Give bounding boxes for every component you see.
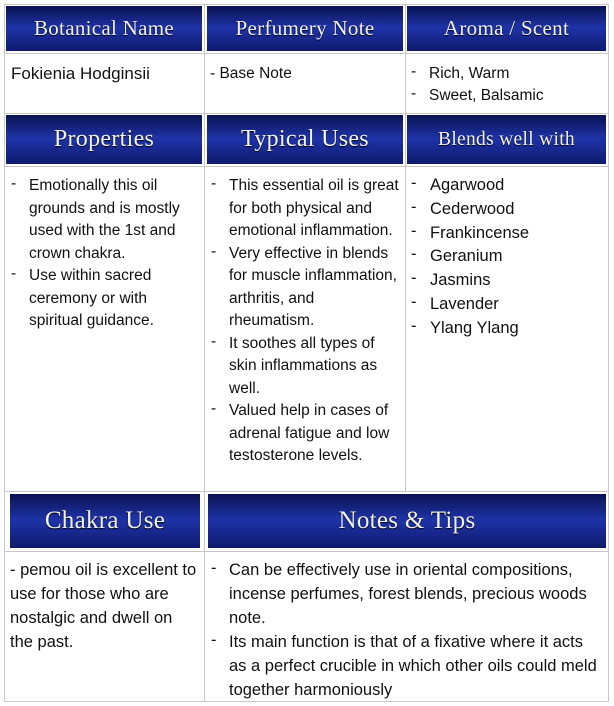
properties-cell [10,175,198,333]
blends-cell [410,174,605,341]
row-divider-4 [4,491,609,492]
column-divider-1 [204,4,205,702]
list-item: - Agarwood [410,174,605,198]
list-item: - It soothes all types of skin inflammations as well. [210,333,400,401]
botanical-name-value: Fokienia Hodginsii [11,64,150,83]
list-item: - Rich, Warm [410,63,605,85]
column-divider-2 [405,4,406,491]
list-item: - Emotionally this oil grounds and is mostly used with the 1st and crown chakra. [10,175,198,265]
row-divider-1 [4,53,609,54]
list-item: - Can be effectively use in oriental compositions, incense perfumes, forest blends, precious woods note. [210,558,604,630]
header-typical-uses: Typical Uses [207,115,403,164]
list-item: - Use within sacred ceremony or with spiritual guidance. [10,265,198,333]
list-item: - Valued help in cases of adrenal fatigue and low testosterone levels. [210,400,400,468]
header-perfumery-note: Perfumery Note [207,6,403,51]
header-blends-well-with: Blends well with [407,115,606,164]
row-divider-5 [4,551,609,552]
row-divider-3 [4,166,609,167]
list-item: - Ylang Ylang [410,317,605,341]
typical-uses-cell [210,175,400,468]
header-properties: Properties [6,115,202,164]
list-item: - Lavender [410,293,605,317]
list-item: - Frankincense [410,222,605,246]
list-item: - Jasmins [410,269,605,293]
header-aroma-scent: Aroma / Scent [407,6,606,51]
header-notes-tips: Notes & Tips [208,494,606,548]
table-border-right [608,4,609,702]
chakra-use-value: - pemou oil is excellent to use for those who are nostalgic and dwell on the past. [10,561,197,651]
list-item: - This essential oil is great for both physical and emotional inflammation. [210,175,400,243]
list-item: - Its main function is that of a fixative where it acts as a perfect crucible in which other oils could meld together harmoniously [210,630,604,702]
header-botanical-name: Botanical Name [6,6,202,51]
list-item: - Sweet, Balsamic [410,85,605,107]
list-item: - Very effective in blends for muscle inflammation, arthritis, and rheumatism. [210,243,400,333]
table-border-top [4,4,609,5]
list-item: - Geranium [410,245,605,269]
notes-tips-cell [210,558,604,702]
table-border-left [4,4,5,702]
list-item: - Cederwood [410,198,605,222]
aroma-list-cell [410,63,605,107]
row-divider-2 [4,113,609,114]
perfumery-note-value: - Base Note [210,65,292,82]
header-chakra-use: Chakra Use [10,494,200,548]
essential-oil-table [4,4,609,702]
